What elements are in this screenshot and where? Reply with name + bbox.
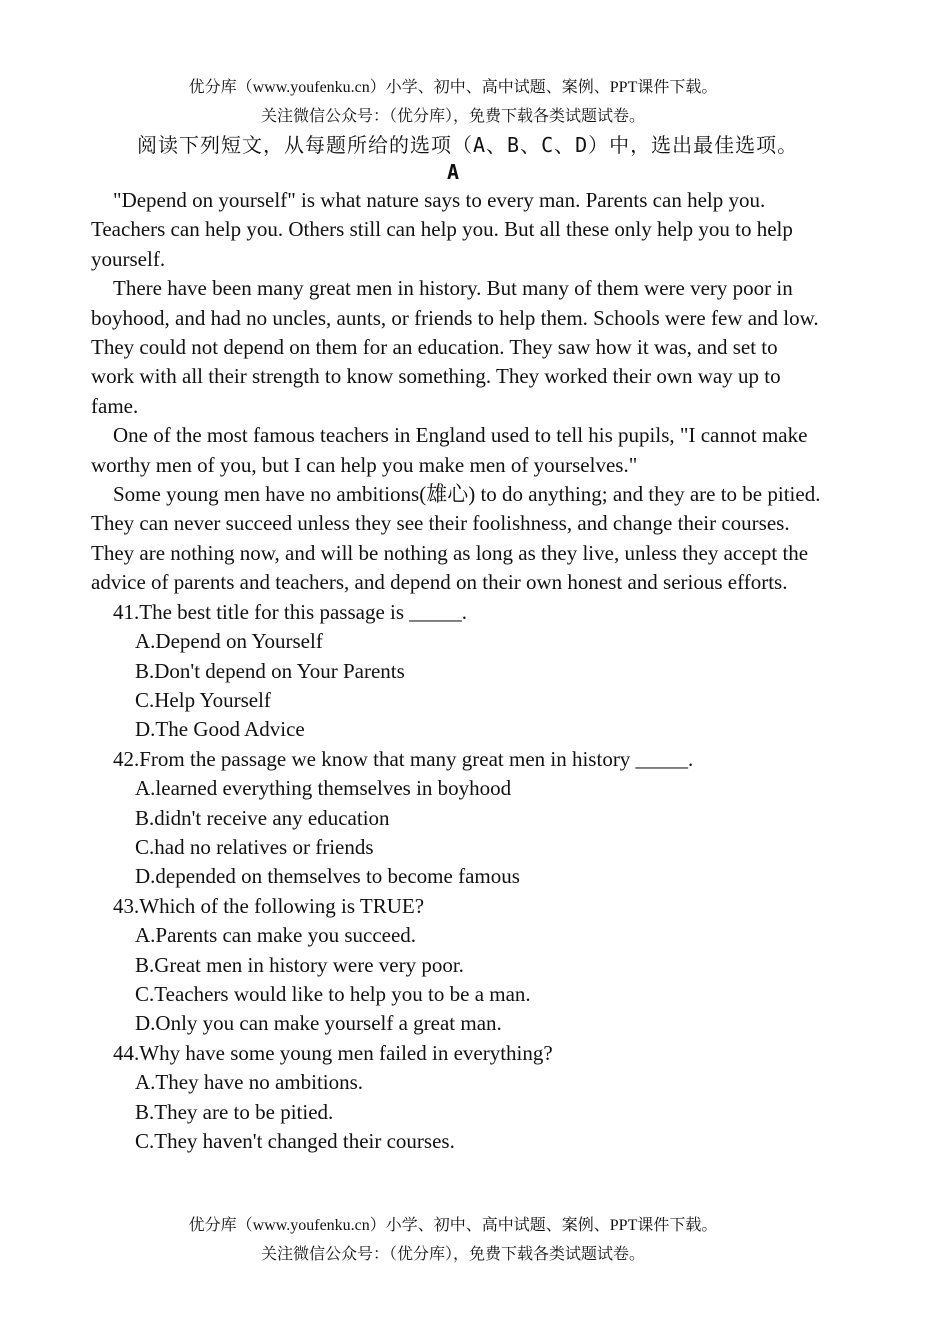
footer-line-1: 优分库（www.youfenku.cn）小学、初中、高中试题、案例、PPT课件下载。 — [188, 1217, 718, 1234]
option-d: D.The Good Advice — [135, 717, 305, 742]
option-c: C.They haven't changed their courses. — [135, 1129, 455, 1153]
option-d: D.depended on themselves to become famous — [135, 864, 520, 889]
passage-paragraph-1: "Depend on yourself" is what nature says to every man. Parents can help you. Teachers can help you. Others still can help you. But all these only help you to help yourself. — [91, 188, 793, 271]
question-stem: 43.Which of the following is TRUE? — [113, 893, 425, 918]
question-stem: 41.The best title for this passage is _____. — [113, 599, 468, 624]
page-header — [0, 73, 906, 131]
option-a: A.They have no ambitions. — [135, 1070, 364, 1095]
option-c: C.Help Yourself — [135, 687, 271, 712]
option-b: B.Great men in history were very poor. — [135, 952, 464, 977]
passage-paragraph-3: One of the most famous teachers in England used to tell his pupils, "I cannot make worthy men of you, but I can help you make men of yourselves." — [91, 423, 808, 477]
header-line-1: 优分库（www.youfenku.cn）小学、初中、高中试题、案例、PPT课件下载。 — [188, 79, 718, 96]
question-41 — [91, 598, 826, 745]
instruction: 阅读下列短文，从每题所给的选项（A、B、C、D）中，选出最佳选项。 — [137, 133, 799, 157]
question-42 — [91, 745, 826, 892]
option-c: C.had no relatives or friends — [135, 834, 374, 859]
question-43 — [91, 892, 826, 1039]
passage-paragraph-2: There have been many great men in history. But many of them were very poor in boyhood, and had no uncles, aunts, or friends to help them. Schools were few and low. They could not depend on them for an education. They saw how it was, and set to work with all their strength to know something. They worked their own way up to fame. — [91, 276, 819, 418]
option-b: B.Don't depend on Your Parents — [135, 658, 405, 683]
option-a: A.Parents can make you succeed. — [135, 923, 417, 948]
section-label: A — [446, 160, 460, 184]
passage-paragraph-4: Some young men have no ambitions(雄心) to do anything; and they are to be pitied. They can never succeed unless they see their foolishness, and change their courses. They are nothing now, and will be nothing as long as they live, unless they accept the advice of parents and teachers, and depend on their own honest and serious efforts. — [91, 482, 821, 595]
page-footer — [0, 1211, 906, 1269]
option-b: B.They are to be pitied. — [135, 1099, 334, 1124]
option-d: D.Only you can make yourself a great man. — [135, 1011, 502, 1036]
option-b: B.didn't receive any education — [135, 805, 390, 830]
question-44 — [91, 1039, 826, 1157]
question-stem: 44.Why have some young men failed in everything? — [113, 1040, 553, 1065]
option-a: A.learned everything themselves in boyhood — [135, 776, 512, 801]
reading-content — [91, 186, 826, 1156]
option-a: A.Depend on Yourself — [135, 629, 323, 654]
question-stem: 42.From the passage we know that many great men in history _____. — [113, 746, 694, 771]
header-line-2: 关注微信公众号：（优分库），免费下载各类试题试卷。 — [260, 108, 645, 125]
option-c: C.Teachers would like to help you to be a man. — [135, 981, 531, 1006]
footer-line-2: 关注微信公众号：（优分库），免费下载各类试题试卷。 — [260, 1246, 645, 1263]
